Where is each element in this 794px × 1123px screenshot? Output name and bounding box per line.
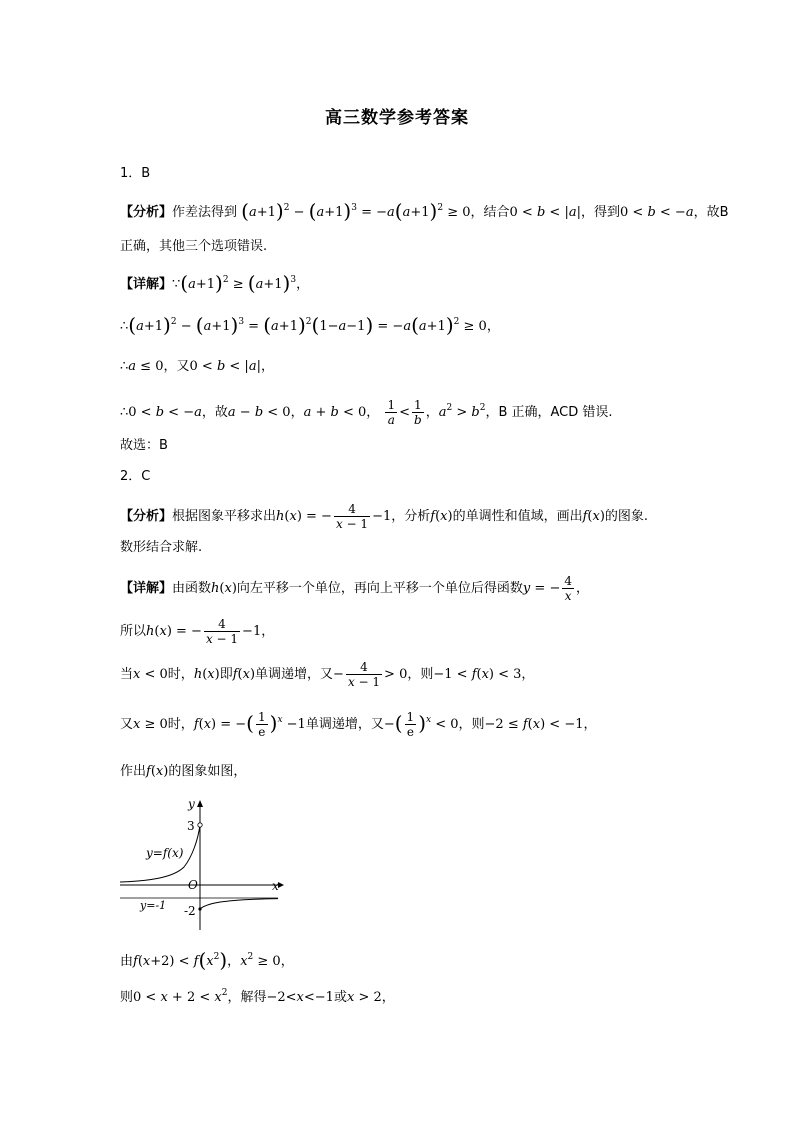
formula: $(a+1)^2 - (a+1)^3 = -a(a+1)^2 \ge 0$ [241, 199, 471, 223]
q2-detail-text: 时， [167, 717, 194, 732]
q2-detail-text: 则 [120, 990, 134, 1005]
q2-when-line: 当x < 0时，h(x)即f(x)单调递增，又− $\frac{4}{x - 1}$ > 0，则−1 < f(x) < 3， [120, 660, 535, 689]
punct: ， [381, 990, 395, 1005]
q2-detail-text: 的图象如图， [168, 764, 247, 779]
q2-detail-text: 所以 [120, 624, 147, 639]
punct: ， [260, 359, 274, 374]
q1-detail-text: ，又 [163, 359, 190, 374]
punct: ， [575, 581, 589, 596]
formula: 0 < b < −a [620, 205, 694, 220]
q2-also-line: 又x ≥ 0时，f(x) = −( $\frac{1}{e}$ )$^x$ −1单调递增，又−( $\frac{1}{e}$ )$^x$ < 0，则−2 ≤ f(x) < −1， [120, 710, 597, 739]
asymptote-label: y=-1 [140, 899, 167, 912]
q1-analysis-text: ，得到 [580, 205, 620, 220]
formula: x ≥ 0 [133, 717, 168, 732]
q2-detail-text: 由 [120, 954, 134, 969]
q2-detail-text: 作出 [120, 764, 147, 779]
q1-number [120, 164, 694, 184]
formula: 0 < b < |a| [509, 205, 581, 220]
curve-label: y=f(x) [146, 846, 184, 860]
q2-analysis-text: 数形结合求解. [120, 540, 203, 555]
q1-analysis-text: ，故B [693, 205, 729, 220]
x-axis-arrow [278, 882, 284, 888]
q2-detail-text: ，解得 [227, 990, 267, 1005]
q1-detail-text: ，故 [201, 405, 228, 420]
fraction: $\frac{1}{b}$ [414, 398, 422, 427]
fraction: $\frac{1}{e}$ [257, 710, 266, 739]
formula: h(x) [211, 581, 237, 596]
q2-detail-line [120, 574, 694, 603]
detail-tag: 【详解】 [120, 581, 173, 596]
q2-number [120, 467, 694, 487]
formula: $\because(a+1)^2 \ge (a+1)^3$ [172, 271, 297, 295]
q2-detail-text: 由函数 [172, 581, 212, 596]
right-branch-curve [200, 899, 278, 909]
q1-analysis-text: 作差法得到 [172, 205, 238, 220]
detail-tag: 【详解】 [120, 277, 173, 292]
formula: ∴0 < b < −a [120, 405, 202, 420]
fraction: $\frac{1}{e}$ [406, 710, 415, 739]
formula: −2<x<−1 [266, 990, 334, 1005]
formula: f [430, 509, 436, 524]
q1-detail-line [120, 273, 694, 295]
punct: ， [296, 277, 310, 292]
q2-detail-text: 当 [120, 667, 134, 682]
q1-detail-line2 [120, 315, 694, 337]
formula: x > 2 [346, 990, 382, 1005]
punct: ， [227, 954, 241, 969]
origin-label: O [188, 878, 198, 892]
formula: a + b < 0 [303, 405, 367, 420]
punct: ， [280, 954, 294, 969]
function-graph [118, 795, 288, 935]
q2-last-line [120, 988, 694, 1008]
formula: f(x) [232, 667, 256, 682]
q2-detail-text: ，则 [458, 717, 485, 732]
page-title: 高三数学参考答案 [325, 108, 469, 128]
punct: ， [521, 667, 535, 682]
fraction: $\frac{1}{a}$ [387, 398, 396, 427]
q2-detail-text: 向左平移一个单位，再向上平移一个单位后得函数 [236, 581, 523, 596]
formula: ∴a ≤ 0 [120, 359, 164, 374]
formula: $a^2 > b^2$ [438, 403, 486, 420]
q2-analysis-text: 的图象. [604, 509, 649, 524]
q1-analysis-line [120, 199, 729, 223]
formula: −2 ≤ f(x) < −1 [484, 717, 584, 732]
q2-detail-text: 又 [120, 717, 134, 732]
q2-so-line: 所以h(x) = − $\frac{4}{x - 1}$ −1， [120, 617, 275, 646]
q2-draw-line [120, 762, 694, 782]
formula: $x^2 \ge 0$ [240, 952, 281, 969]
open-point [198, 823, 202, 827]
q1-answer-text: 故选：B [120, 438, 168, 453]
formula: f(x) = −( [193, 711, 254, 735]
tick-minus2-label: -2 [184, 904, 196, 918]
q2-by-line [120, 950, 694, 972]
q2-detail-text: 单调递增，又 [255, 667, 334, 682]
q2-number-text: 2．C [120, 469, 151, 484]
formula: h(x) = − [276, 509, 332, 524]
q1-analysis-text: 正确，其他三个选项错误. [120, 239, 268, 254]
formula: h(x) = − [146, 624, 202, 639]
x-axis-label: x [272, 879, 279, 893]
y-axis-label: y [188, 797, 195, 811]
q2-detail-text: 即 [219, 667, 233, 682]
formula: $\therefore(a+1)^2 - (a+1)^3 = (a+1)^2(1-a-1) = -a(a+1)^2 \ge 0$ [120, 313, 487, 337]
punct: ， [261, 624, 275, 639]
formula: x < 0 [133, 667, 168, 682]
fraction: $\frac{4}{x}$ [564, 574, 572, 603]
q2-detail-text: 或 [333, 990, 347, 1005]
q2-analysis-text: 的单调性和值域，画出 [452, 509, 583, 524]
formula: $f(x+2) < f(x^2)$ [133, 948, 228, 972]
formula: f(x) [146, 764, 169, 779]
formula: $0 < x + 2 < x^2$ [133, 988, 228, 1005]
q2-analysis-line: 【分析】根据图象平移求出h(x) = − $\frac{4}{x - 1}$ −1，分析f(x)的单调性和值域，画出f(x)的图象. [120, 502, 649, 531]
q2-detail-text: ，则 [407, 667, 434, 682]
q2-analysis-text: 根据图象平移求出 [172, 509, 277, 524]
q1-answer [120, 436, 694, 456]
punct: ， [425, 405, 439, 420]
formula: y = − [522, 581, 561, 596]
q1-analysis-cont [120, 237, 694, 257]
analysis-tag: 【分析】 [120, 205, 173, 220]
formula: a − b < 0 [227, 405, 291, 420]
q1-analysis-text: ，结合 [470, 205, 510, 220]
q2-detail-text: 单调递增，又 [305, 717, 384, 732]
y-axis-arrow [197, 800, 203, 807]
fraction: $\frac{4}{x - 1}$ [205, 617, 239, 646]
analysis-tag: 【分析】 [120, 509, 173, 524]
q2-analysis-cont [120, 538, 694, 558]
formula: −1 < f(x) < 3 [433, 667, 522, 682]
q1-detail-line4: ∴0 < b < −a，故a − b < 0，a + b < 0， $\frac{1}{a}$ < $\frac{1}{b}$ ，$a^2 > b^2$，B 正确，ACD 错误. [120, 398, 613, 427]
formula: h(x) [193, 667, 220, 682]
punct: ， [290, 405, 304, 420]
q1-detail-text: ，B 正确，ACD 错误. [485, 405, 613, 420]
formula: f [582, 509, 588, 524]
fraction: $\frac{4}{x - 1}$ [335, 502, 369, 531]
closed-point [198, 907, 201, 910]
punct: ， [366, 405, 380, 420]
fraction: $\frac{4}{x - 1}$ [347, 660, 381, 689]
punct: ， [486, 319, 500, 334]
tick-3-label: 3 [187, 819, 195, 833]
q2-detail-text: 时， [167, 667, 194, 682]
formula: 0 < b < |a| [189, 359, 261, 374]
q1-detail-line3 [120, 357, 694, 377]
q1-number-text: 1．B [120, 166, 151, 181]
q2-analysis-text: ，分析 [391, 509, 431, 524]
punct: ， [583, 717, 597, 732]
